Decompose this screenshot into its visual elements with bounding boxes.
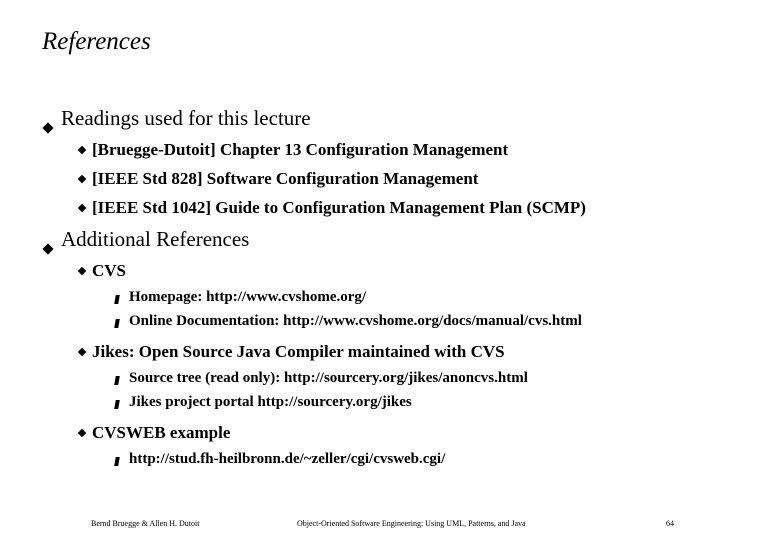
section-label: Readings used for this lecture [61, 106, 311, 130]
bar-bullet-icon [114, 295, 120, 304]
sub-list-item: Homepage: http://www.cvshome.org/ [129, 289, 367, 305]
diamond-bullet-icon [78, 348, 86, 356]
footer-book: Object-Oriented Software Engineering: Using UML, Patterns, and Java [297, 519, 526, 528]
footer-page-number: 64 [666, 519, 674, 528]
diamond-bullet-icon [78, 175, 86, 183]
diamond-bullet-icon [42, 243, 53, 254]
sub-list-item: http://stud.fh-heilbronn.de/~zeller/cgi/cvsweb.cgi/ [129, 451, 446, 467]
list-item: Jikes: Open Source Java Compiler maintained with CVS [92, 342, 505, 361]
diamond-bullet-icon [78, 204, 86, 212]
bar-bullet-icon [114, 376, 120, 385]
section-label: Additional References [61, 227, 250, 251]
list-item: [IEEE Std 1042] Guide to Configuration Management Plan (SCMP) [92, 198, 586, 217]
diamond-bullet-icon [78, 267, 86, 275]
list-item: [IEEE Std 828] Software Configuration Management [92, 169, 479, 188]
sub-list-item: Jikes project portal http://sourcery.org/jikes [129, 394, 412, 410]
list-item: [Bruegge-Dutoit] Chapter 13 Configuration Management [92, 140, 509, 159]
list-item: CVS [92, 261, 127, 280]
bar-bullet-icon [114, 457, 120, 466]
footer-authors: Bernd Bruegge & Allen H. Dutoit [91, 519, 200, 528]
sub-list-item: Source tree (read only): http://sourcery.org/jikes/anoncvs.html [129, 370, 528, 386]
bar-bullet-icon [114, 400, 120, 409]
diamond-bullet-icon [42, 122, 53, 133]
sub-list-item: Online Documentation: http://www.cvshome.org/docs/manual/cvs.html [129, 313, 582, 329]
list-item: CVSWEB example [92, 423, 231, 442]
diamond-bullet-icon [78, 429, 86, 437]
bar-bullet-icon [114, 319, 120, 328]
diamond-bullet-icon [78, 146, 86, 154]
slide-title: References [42, 28, 151, 55]
